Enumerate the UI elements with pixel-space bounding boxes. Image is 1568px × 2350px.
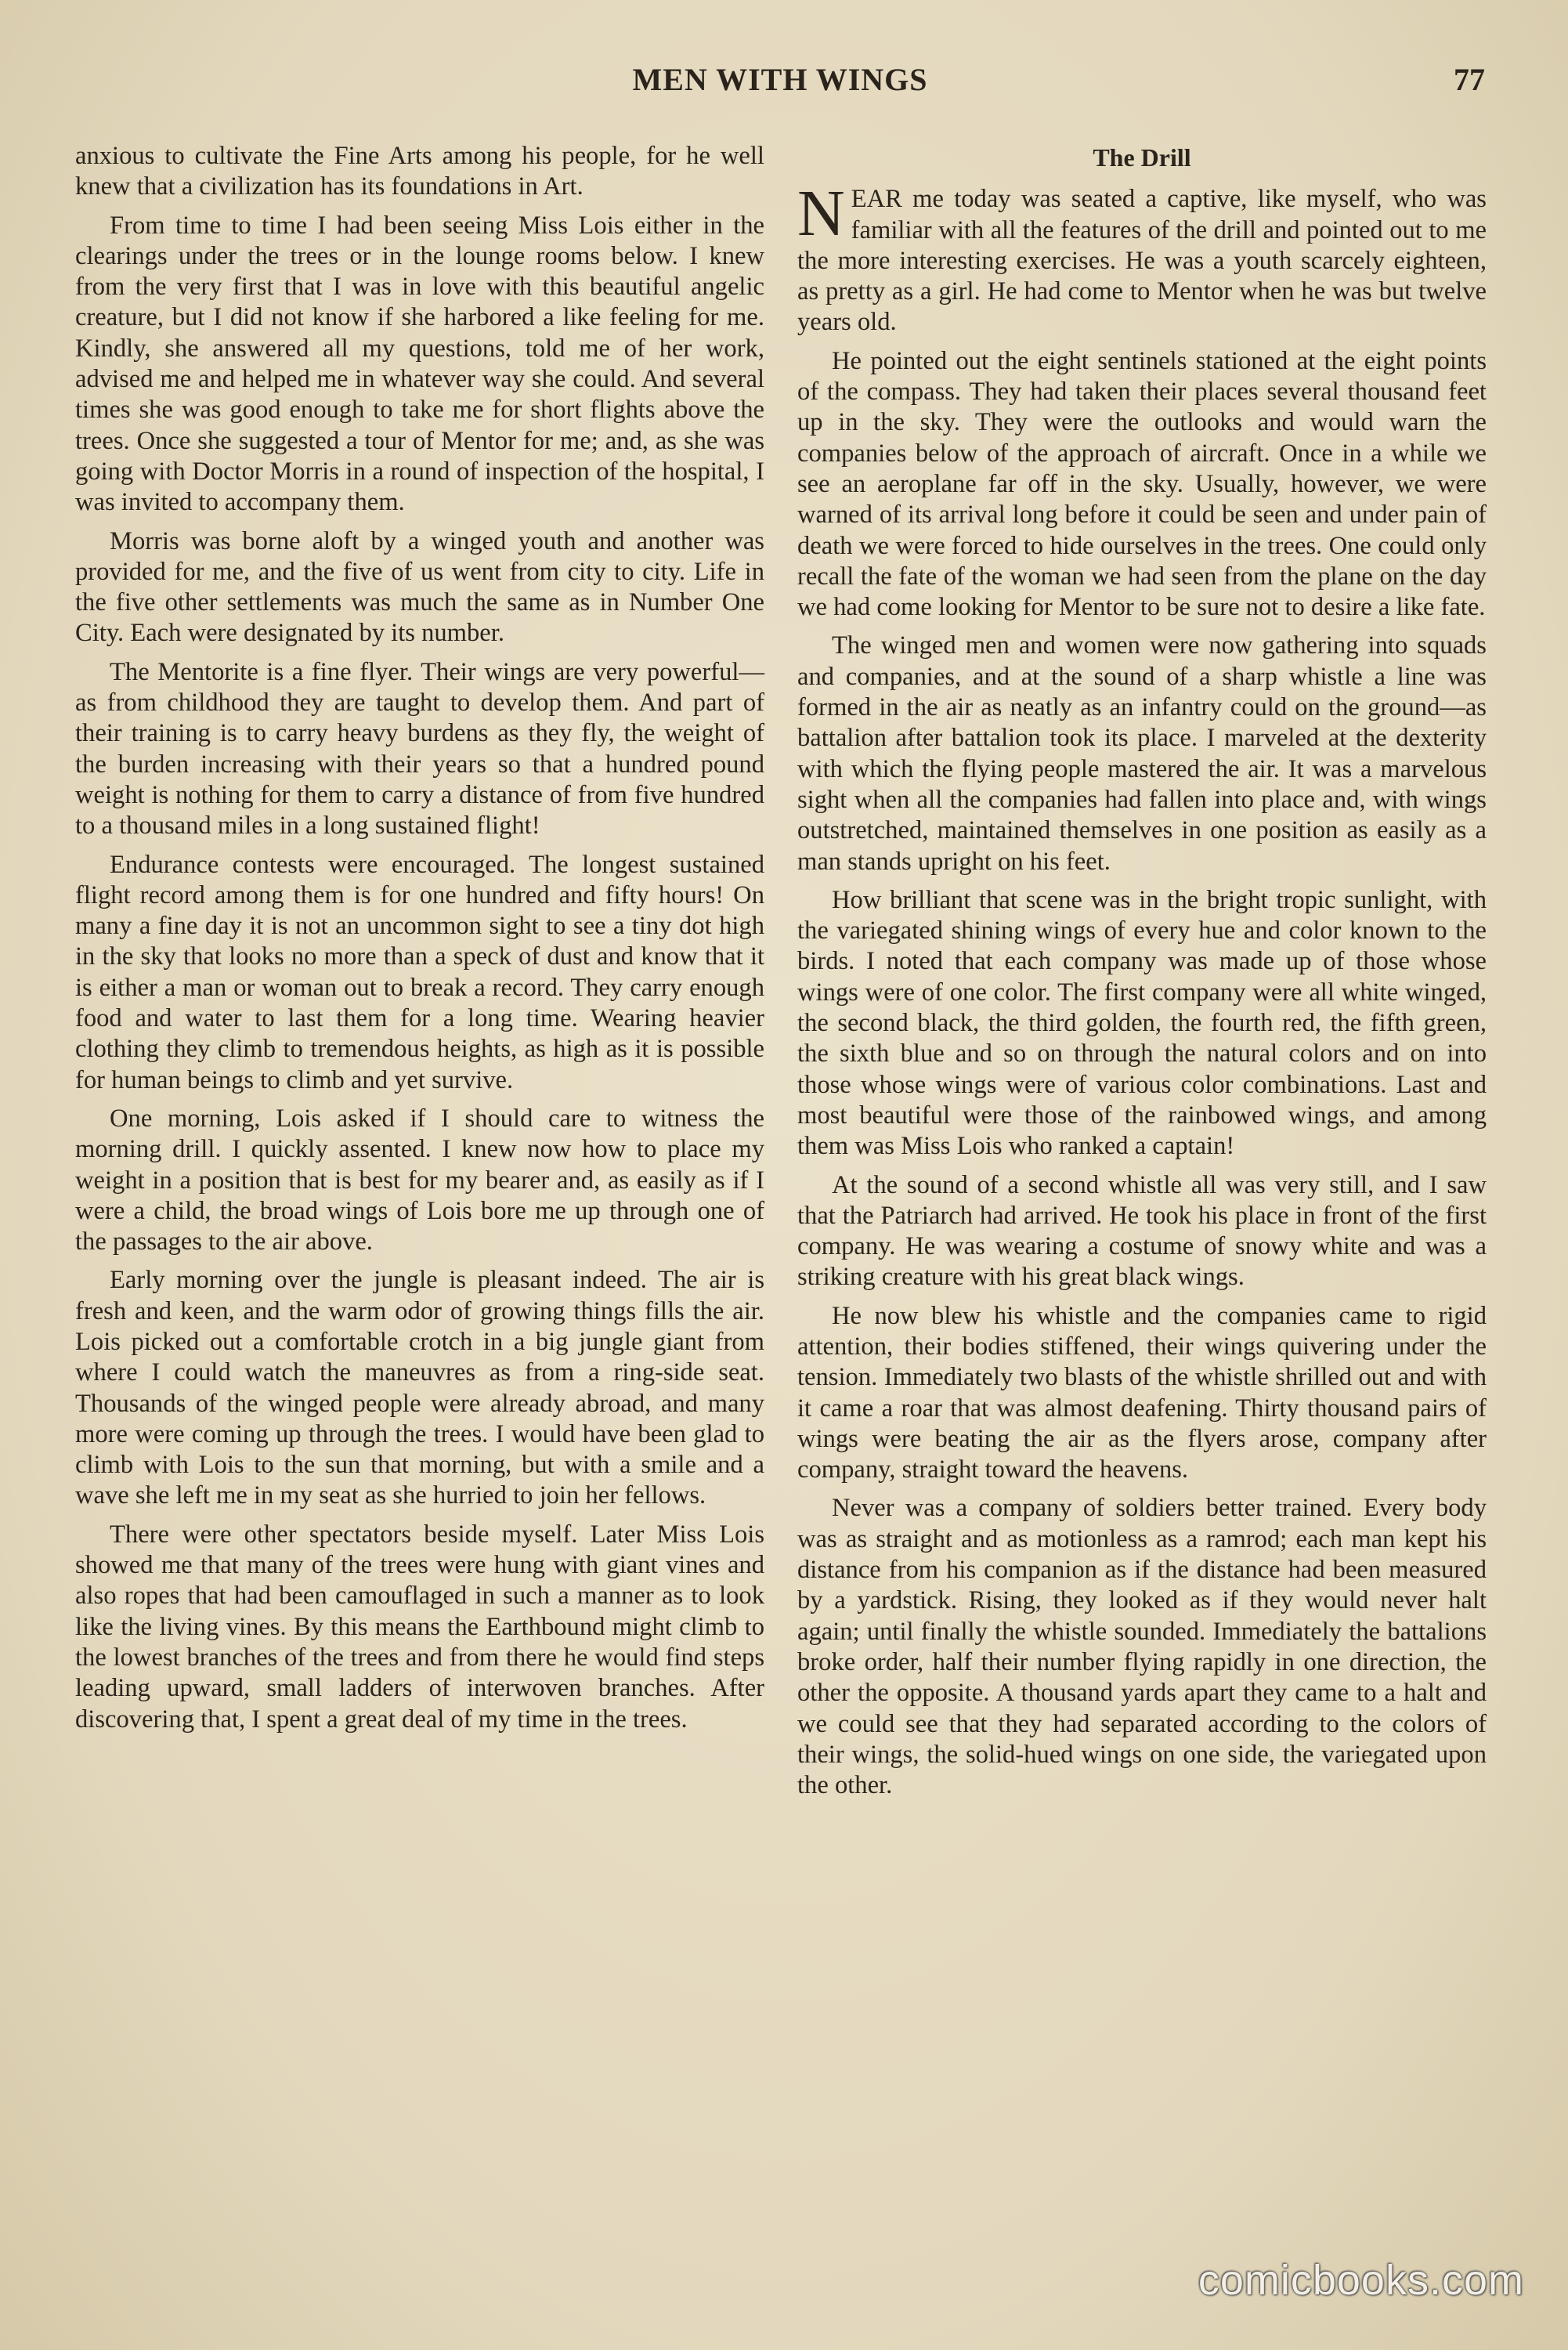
watermark: comicbooks.com [1198,2257,1524,2304]
paragraph: How brilliant that scene was in the bright tropic sunlight, with the variegated shining wings of every hue and color known to the birds. I noted that each company was made up of those whose wings were of one color. The first company were all white winged, the second black, the third golden, the fourth red, the fifth green, the sixth blue and so on through the natural colors and on into those whose wings were of various color combinations. Last and most beautiful were those of the rainbowed wings, and among them was Miss Lois who ranked a captain! [797,885,1487,1161]
first-paragraph [797,177,1487,338]
section-heading: The Drill [1093,143,1191,172]
drop-cap: N [797,177,845,251]
paragraph: At the sound of a second whistle all was very still, and I saw that the Patriarch had arrived. He took his place in front of the first company. He was wearing a costume of snowy white and was a striking creature with his great black wings. [797,1170,1487,1292]
paragraph: The Mentorite is a fine flyer. Their wings are very powerful—as from childhood they are taught to develop them. And part of their training is to carry heavy burdens as they fly, the weight of the burden increasing with their years so that a hundred pound weight is nothing for them to carry a distance of from five hundred to a thousand miles in a long sustained flight! [75,657,764,841]
paragraph: Morris was borne aloft by a winged youth and another was provided for me, and the five of us went from city to city. Life in the five other settlements was much the same as in Number One City. Each were designated by its number. [75,526,764,648]
paragraph: Never was a company of soldiers better trained. Every body was as straight and as motionless as a ramrod; each man kept his distance from his companion as if the distance had been measured by a yardstick. Rising, they looked as if they would never halt again; until finally the whistle sounded. Immediately the battalions broke order, half their number flying rapidly in one direction, the other the opposite. A thousand yards apart they came to a halt and we could see that they had separated according to the colors of their wings, the solid-hued wings on one side, the variegated upon the other. [797,1494,1487,1800]
paragraph: He pointed out the eight sentinels stationed at the eight points of the compass. They had taken their places several thousand feet up in the sky. They were the outlooks and would warn the companies below of the approach of aircraft. Once in a while we see an aeroplane far off in the sky. Usually, however, we were warned of its arrival long before it could be seen and under pain of death we were forced to hide ourselves in the trees. One could only recall the fate of the woman we had seen from the plane on the day we had come looking for Mentor to be sure not to desire a like fate. [797,346,1487,622]
paragraph: The winged men and women were now gathering into squads and companies, and at the sound of a sharp whistle a line was formed in the air as neatly as an infantry could on the ground—as battalion after battalion took its place. I marveled at the dexterity with which the flying people mastered the air. It was a marvelous sight when all the companies had fallen into place and, with wings outstretched, maintained themselves in one position as easily as a man stands upright on his feet. [797,631,1487,876]
first-paragraph-text: EAR me today was seated a captive, like myself, who was familiar with all the features of the drill and pointed out to me the more interesting exercises. He was a youth scarcely eighteen, as pretty as a girl. He had come to Mentor when he was but twelve years old. [797,185,1487,337]
paragraph: From time to time I had been seeing Miss Lois either in the clearings under the trees or in the lounge rooms below. I knew from the very first that I was in love with this beautiful angelic creature, but I did not know if she harbored a like feeling for me. Kindly, she answered all my questions, told me of her work, advised me and helped me in whatever way she could. And several times she was good enough to take me for short flights above the trees. Once she suggested a tour of Mentor for me; and, as she was going with Doctor Morris in a round of inspection of the hospital, I was invited to accompany them. [75,211,764,517]
left-column [75,141,764,1743]
paragraph: There were other spectators beside myself. Later Miss Lois showed me that many of the trees were hung with giant vines and also ropes that had been camouflaged in such a manner as to look like the living vines. By this means the Earthbound might climb to the lowest branches of the trees and from there he would find steps leading upward, small ladders of interwoven branches. After discovering that, I spent a great deal of my time in the trees. [75,1520,764,1734]
paragraph: Early morning over the jungle is pleasant indeed. The air is fresh and keen, and the warm odor of growing things fills the air. Lois picked out a comfortable crotch in a big jungle giant from where I could watch the maneuvres as from a ring-side seat. Thousands of the winged people were already abroad, and many more were coming up through the trees. I would have been glad to climb with Lois to the sun that morning, but with a smile and a wave she left me in my seat as she hurried to join her fellows. [75,1266,764,1510]
right-column [797,141,1487,1809]
paragraph: Endurance contests were encouraged. The longest sustained flight record among them is for one hundred and fifty hours! On many a fine day it is not an uncommon sight to see a tiny dot high in the sky that looks no more than a speck of dust and know that it is either a man or woman out to break a record. They carry enough food and water to last them for a long time. Wearing heavier clothing they climb to tremendous heights, as high as it is possible for human beings to climb and yet survive. [75,850,764,1094]
paragraph: One morning, Lois asked if I should care to witness the morning drill. I quickly assented. I knew now how to place my weight in a position that is best for my bearer and, as easily as if I were a child, the broad wings of Lois bore me up through one of the passages to the air above. [75,1104,764,1256]
page-number: 77 [1454,62,1485,97]
paragraph: He now blew his whistle and the companies came to rigid attention, their bodies stiffened, their wings quivering under the tension. Immediately two blasts of the whistle shrilled out and with it came a roar that was almost deafening. Thirty thousand pairs of wings were beating the air as the flyers arose, company after company, straight toward the heavens. [797,1301,1487,1484]
running-title: MEN WITH WINGS [632,62,928,97]
page-header [75,61,1485,108]
paragraph: anxious to cultivate the Fine Arts among his people, for he well knew that a civilization has its foundations in Art. [75,142,764,201]
